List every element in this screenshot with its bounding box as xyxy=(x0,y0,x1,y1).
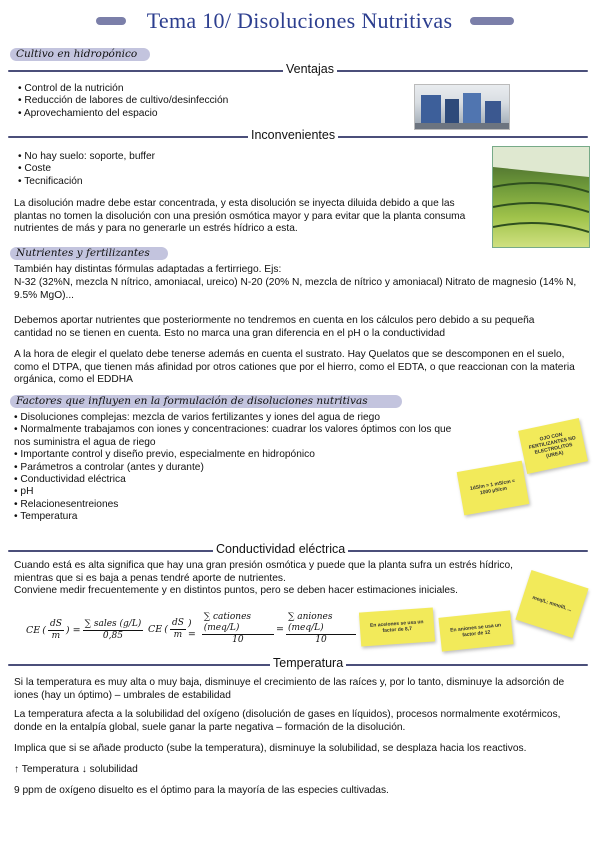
list-item: • Control de la nutrición xyxy=(18,83,398,95)
formula-den: 0,85 xyxy=(102,630,123,641)
section-factores xyxy=(10,395,402,408)
list-item: • No hay suelo: soporte, buffer xyxy=(18,151,398,163)
divider-temperatura xyxy=(8,656,588,670)
divider-ventajas xyxy=(8,62,588,76)
formula-unit-den: m xyxy=(51,630,61,641)
divider-conductividad xyxy=(8,542,588,556)
nutrientes-p1b: N-32 (32%N, mezcla N nítrico, amoniacal, ureico) N-20 (20% N, mezcla de nítrico y amoniacal) Nitrato de magnesio (14% N, 9.5% MgO)... xyxy=(14,277,577,301)
sticky-note-aniones-text: En aniones se usa un factor de 12 xyxy=(449,622,502,639)
temperatura-p3: Implica que si se añade producto (sube la temperatura), disminuye la solubilidad, se desplaza hacia los reactivos. xyxy=(14,743,527,754)
section-factores-label: Factores que influyen en la formulación de disoluciones nutritivas xyxy=(16,395,368,407)
formula-fraction-aniones xyxy=(286,612,356,646)
sticky-note-cationes xyxy=(359,607,435,646)
inconvenientes-heading: Inconvenientes xyxy=(248,128,338,142)
divider-inconvenientes xyxy=(8,128,588,142)
sticky-note-urea-text: OJO CON FERTILIZANTES NO ELECTROLITOS (UREA) xyxy=(528,431,577,460)
conductividad-heading: Conductividad eléctrica xyxy=(213,542,348,556)
temperatura-heading: Temperatura xyxy=(270,656,346,670)
section-cultivo-label: Cultivo en hidropónico xyxy=(16,48,138,60)
section-nutrientes xyxy=(10,247,168,260)
list-item: • Relacionesentreiones xyxy=(14,499,460,511)
formula-unit-num: dS xyxy=(171,617,184,628)
formula-unit-den: m xyxy=(173,629,183,640)
ventajas-list xyxy=(18,83,398,120)
inconvenientes-paragraph: La disolución madre debe estar concentrada, y esta disolución se inyecta diluida debido a que las plantas no tomen la disolución con una presión osmótica mayor y para evitar que la planta consuma nutrientes de más y para no generarle un estrés hídrico a esta. xyxy=(14,198,466,235)
temperatura-p4: ↑ Temperatura ↓ solubilidad xyxy=(14,764,138,775)
section-nutrientes-label: Nutrientes y fertilizantes xyxy=(16,247,150,259)
nutrientes-p3: A la hora de elegir el quelato debe tenerse además en cuenta el sustrato. Hay Quelatos que se descomponen en el suelo, como el DTPA, que tienen más afinidad por otros cationes que por el hierro, como el EDTA, o que reaccionan con la materia orgánica, como el EDDHA xyxy=(14,349,575,386)
sticky-note-meq xyxy=(515,570,588,638)
sticky-note-cationes-text: En aceiones se usa un factor de 8,7 xyxy=(369,619,424,635)
list-item: • Reducción de labores de cultivo/desinfección xyxy=(18,95,398,107)
sticky-note-units-text: 1dS/m = 1 mS/cm = 1000 µS/cm xyxy=(469,478,516,497)
formula-den-cationes: 10 xyxy=(232,635,244,645)
list-item: • Parámetros a controlar (antes y durante) xyxy=(14,462,460,474)
nutrientes-p2: Debemos aportar nutrientes que posteriormente no tendremos en cuenta en los cálculos pero debido a su pequeña cantidad no se tienen en cuenta. Esto no marca una gran diferencia en el pH o la conductividad xyxy=(14,315,535,339)
formula-num-cationes: ∑ cationes (meq/L) xyxy=(202,612,274,635)
greenhouse-image xyxy=(492,146,590,248)
list-item: • Tecnificación xyxy=(18,176,398,188)
list-item: • Coste xyxy=(18,163,398,175)
formula-ce-sales: CE ( $\frac{dS}{m}$ ) = $\frac{\text{∑ sales (g/L)}}{0,85}$ xyxy=(26,618,142,641)
temperatura-p1: Si la temperatura es muy alta o muy baja, disminuye el crecimiento de las raíces y, por lo tanto, disminuye la adsorción de iones (hay un óptimo) – umbrales de estabilidad xyxy=(14,677,565,701)
formula-lhs: CE xyxy=(148,623,163,635)
temperatura-p2: La temperatura afecta a la solubilidad del oxígeno (disolución de gases en líquidos), procesos normalmente exotérmicos, donde en la entalpía global, suele ganar la parte negativa – formación de la disolución. xyxy=(14,709,561,733)
formula-lhs: CE xyxy=(26,624,41,636)
section-cultivo xyxy=(10,48,150,61)
list-item: • Aprovechamiento del espacio xyxy=(18,108,398,120)
sticky-note-aniones xyxy=(438,610,513,651)
list-item: • Normalmente trabajamos con iones y concentraciones: cuadrar los valores óptimos con los que nos suministra el agua de riego xyxy=(14,424,460,449)
sticky-note-units xyxy=(457,461,530,516)
formula-fraction-cationes xyxy=(202,612,274,646)
list-item: • Conductividad eléctrica xyxy=(14,474,460,486)
temperatura-p5: 9 ppm de oxígeno disuelto es el óptimo para la mayoría de las especies cultivadas. xyxy=(14,785,389,796)
list-item: • Disoluciones complejas: mezcla de varios fertilizantes y iones del agua de riego xyxy=(14,412,460,424)
formula-unit xyxy=(170,618,186,641)
page-title: Tema 10/ Disoluciones Nutritivas xyxy=(0,8,599,34)
sticky-note-meq-text: meq/L; mmol/L ... xyxy=(531,594,573,614)
inconvenientes-list xyxy=(18,151,398,188)
formula-num-aniones: ∑ aniones (meq/L) xyxy=(286,612,356,635)
formula-ce-iones: CE ( $\frac{dS}{m}$ ) = $\frac{\text{∑ cationes (meq/L)}}{10}$ = $\frac{\text{∑ aniones (meq/L)}}{10}$ xyxy=(148,610,358,648)
list-item: • pH xyxy=(14,486,460,498)
lab-equipment-image xyxy=(414,84,510,130)
list-item: • Importante control y diseño previo, especialmente en hidropónico xyxy=(14,449,460,461)
formula-num: ∑ sales (g/L) xyxy=(84,618,142,629)
title-area xyxy=(0,6,599,36)
nutrientes-p1a: También hay distintas fórmulas adaptadas a fertirriego. Ejs: xyxy=(14,264,282,275)
conductividad-p1: Cuando está es alta significa que hay una gran presión osmótica y puede que la planta sufra un estrés hídrico, mientras que si es baja a penas tendré aporte de nutrientes. xyxy=(14,560,513,584)
list-item: • Temperatura xyxy=(14,511,460,523)
sticky-note-urea xyxy=(518,418,588,474)
formula-unit-num: dS xyxy=(49,618,62,629)
factores-list xyxy=(14,412,460,524)
formula-den-aniones: 10 xyxy=(315,635,327,645)
ventajas-heading: Ventajas xyxy=(283,62,337,76)
formula-unit xyxy=(48,619,64,642)
conductividad-p2: Conviene medir frecuentemente y en distintos puntos, pero se deben hacer estimaciones iniciales. xyxy=(14,585,458,596)
formula-fraction xyxy=(83,619,144,642)
